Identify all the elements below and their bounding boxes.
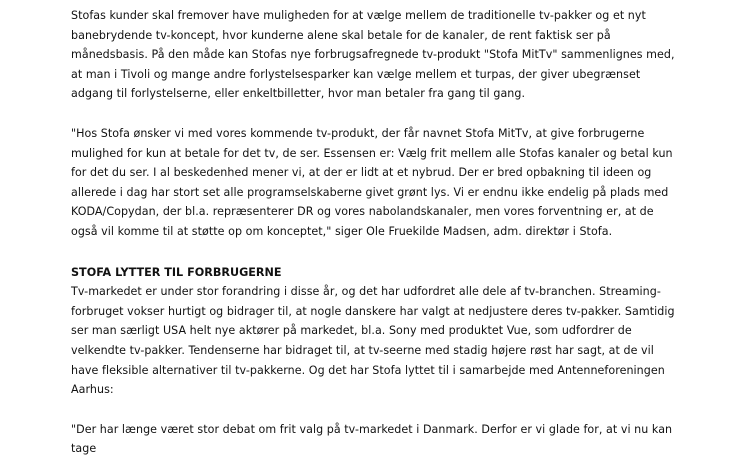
document-page — [71, 6, 681, 459]
section-paragraph: Tv-markedet er under stor forandring i disse år, og det har udfordret alle dele af tv-branchen. Streaming-forbruget vokser hurtigt og bidrager til, at nogle danskere har valgt at nedjustere deres tv-pakker. Samtidig ser man særligt USA helt nye aktører på markedet, bl.a. Sony med produktet Vue, som udfordrer de velkendte tv-pakker. Tendenserne har bidraget til, at tv-seerne med stadig højere røst har sagt, at de vil have fleksible alternativer til tv-pakkerne. Og det har Stofa lyttet til i samarbejde med Antenneforeningen Aarhus: — [71, 285, 675, 397]
closing-quote-paragraph: "Der har længe været stor debat om frit valg på tv-markedet i Danmark. Derfor er vi glade for, at vi nu kan tage — [71, 422, 673, 456]
quote-paragraph: "Hos Stofa ønsker vi med vores kommende tv-produkt, der får navnet Stofa MitTv, at give forbrugerne mulighed for kun at betale for det tv, de ser. Essensen er: Vælg frit mellem alle Stofas kanaler og betal kun for det du ser. I al beskedenhed mener vi, at der er lidt at et nybrud. Der er bred opbakning til ideen og allerede i dag har stort set alle programselskaberne givet grønt lys. Vi er endnu ikke endelig på plads med KODA/Copydan, der bl.a. repræsenterer DR og vores nabolandskanaler, men vores forventning er, at de også vil komme til at støtte op om konceptet," siger Ole Fruekilde Madsen, adm. direktør i Stofa. — [71, 126, 673, 238]
paragraph-spacer — [71, 400, 681, 420]
section-spacer — [71, 242, 681, 263]
intro-paragraph: Stofas kunder skal fremover have muligheden for at vælge mellem de traditionelle tv-pakker og et nyt banebrydende tv-koncept, hvor kunderne alene skal betale for de kanaler, de rent faktisk ser på månedsbasis. På den måde kan Stofas nye forbrugsafregnede tv-produkt "Stofa MitTv" sammenlignes med, at man i Tivoli og mange andre forlystelsesparker kan vælge mellem et turpas, der giver ubegrænset adgang til forlystelserne, eller enkeltbilletter, hvor man betaler fra gang til gang. — [71, 9, 675, 101]
paragraph-spacer — [71, 104, 681, 124]
section-heading: STOFA LYTTER TIL FORBRUGERNE — [71, 265, 282, 279]
